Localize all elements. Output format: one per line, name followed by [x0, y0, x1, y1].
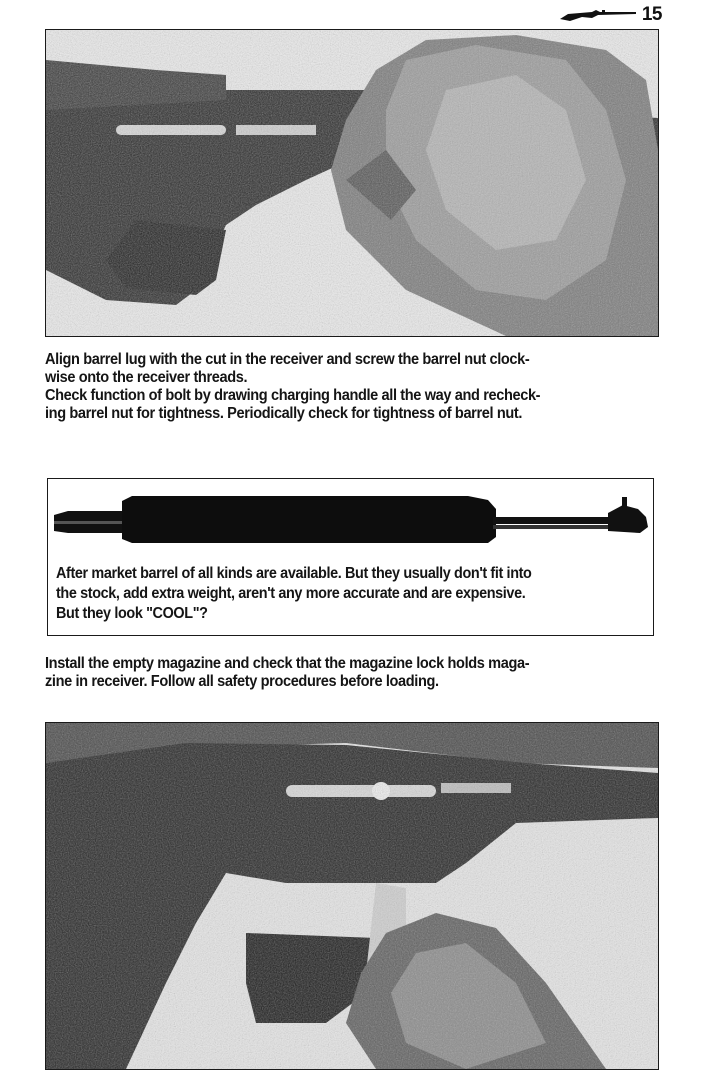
magazine-instructions	[45, 655, 628, 691]
callout-text	[56, 564, 651, 624]
aftermarket-barrel-callout	[47, 478, 654, 636]
instruction-line: zine in receiver. Follow all safety procedures before loading.	[45, 673, 439, 690]
instruction-line: Install the empty magazine and check that the magazine lock holds maga-	[45, 655, 530, 672]
page-header	[558, 2, 662, 28]
page-number: 15	[641, 4, 662, 25]
callout-line: But they look "COOL"?	[56, 605, 208, 622]
instruction-line: Check function of bolt by drawing charging handle all the way and recheck-	[45, 387, 541, 404]
assembly-instructions	[45, 351, 628, 423]
instruction-line: Align barrel lug with the cut in the receiver and screw the barrel nut clock-	[45, 351, 530, 368]
instruction-line: wise onto the receiver threads.	[45, 369, 248, 386]
rifle-icon	[558, 7, 638, 23]
photo-barrel-nut-assembly	[45, 29, 659, 337]
aftermarket-barrel-drawing	[48, 487, 652, 547]
callout-line: After market barrel of all kinds are available. But they usually don't fit into	[56, 565, 532, 582]
instruction-line: ing barrel nut for tightness. Periodically check for tightness of barrel nut.	[45, 405, 523, 422]
photo-magazine-install	[45, 722, 659, 1070]
callout-line: the stock, add extra weight, aren't any more accurate and are expensive.	[56, 585, 526, 602]
